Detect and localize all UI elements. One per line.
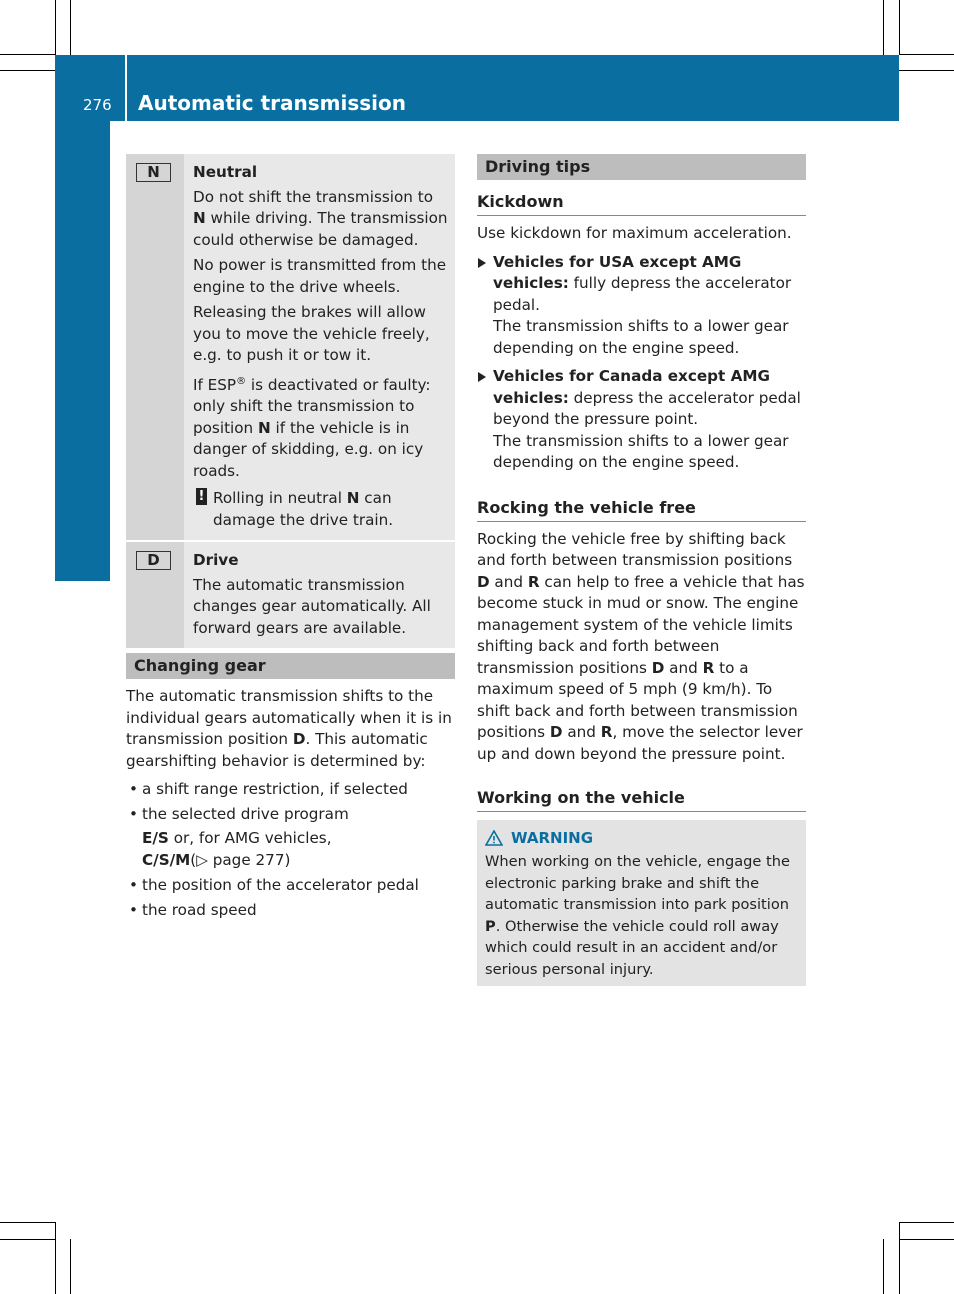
crop-mark [70,0,71,55]
crop-mark [70,1239,71,1294]
page-number: 276 [83,96,112,114]
crop-mark [899,1239,954,1240]
warning-text: When working on the vehicle, engage the electronic parking brake and shift the automatic transmission into park position P. Otherwise the vehicle could roll away which could result in an accident and/or serious personal injury. [485,853,790,978]
gear-description-cell [184,542,455,648]
instruction-step: Vehicles for USA except AMG vehicles: fully depress the accelerator pedal. The transmission shifts to a lower gear depending on the engine speed. [477,252,806,360]
list-subtext: C/S/M(▷ page 277) [142,850,291,869]
gear-key-cell [126,542,184,648]
list-item: • the road speed [129,900,257,919]
crop-mark [883,0,884,55]
chapter-label: Driving and parking [68,173,96,443]
crop-mark [899,1222,900,1294]
list-item: • a shift range restriction, if selected [129,780,408,798]
paragraph: Do not shift the transmission to N while driving. The transmission could otherwise be damaged. [193,187,448,249]
subsection-heading: Kickdown [477,192,806,216]
crop-mark [899,1222,954,1223]
header-divider [125,55,127,121]
exclamation-icon: ! [196,488,207,505]
bullet-list [126,779,455,921]
paragraph: No power is transmitted from the engine to the drive wheels. [193,256,447,296]
paragraph: The automatic transmission shifts to the individual gears automatically when it is in transmission position D. This automatic gearshifting behavior is determined by: [126,687,452,770]
subsection-heading: Rocking the vehicle free [477,498,806,522]
warning-heading: WARNING [485,829,798,847]
list-item: • the position of the accelerator pedal [129,876,419,894]
gear-title: Neutral [193,163,258,181]
section-heading: Changing gear [126,653,455,679]
driving-tips-section [477,154,806,986]
crop-mark [899,0,900,55]
table-row-neutral [126,154,455,542]
instruction-step: Vehicles for Canada except AMG vehicles: depress the accelerator pedal beyond the pressure point. The transmission shifts to a lower gear depending on the engine speed. [477,366,806,474]
crop-mark [0,70,55,71]
damage-note: ! Rolling in neutral N can damage the drive train. [193,488,448,531]
paragraph: Use kickdown for maximum acceleration. [477,224,792,242]
warning-triangle-icon [485,830,503,846]
page-reference-link[interactable]: (▷ page 277) [190,850,291,869]
page-header [55,55,899,121]
changing-gear-section [126,653,455,924]
paragraph: If ESP® is deactivated or faulty: only shift the transmission to position N if the vehicle is in danger of skidding, e.g. on icy roads. [193,375,431,480]
gear-position-table [126,154,455,648]
crop-mark [55,1222,56,1294]
arrow-icon [478,372,486,382]
crop-mark [55,0,56,55]
subsection-heading: Working on the vehicle [477,788,806,812]
paragraph: Rocking the vehicle free by shifting back and forth between transmission positions D and R can help to free a vehicle that has become stuck in mud or snow. The engine management system of the vehicle limits shifting back and forth between transmission positions D and R to a maximum speed of 5 mph (9 km/h). To shift back and forth between transmission positions D and R, move the selector lever up and down beyond the pressure point. [477,529,805,763]
paragraph: Releasing the brakes will allow you to move the vehicle freely, e.g. to push it or tow it. [193,303,430,364]
gear-key-cell [126,154,184,540]
crop-mark [899,54,954,55]
arrow-icon [478,258,486,268]
gear-description-cell [184,154,455,540]
crop-mark [899,70,954,71]
section-heading: Driving tips [477,154,806,180]
table-row-drive [126,542,455,648]
gear-title: Drive [193,551,239,570]
gear-n-symbol: N [136,163,171,182]
list-item: • the selected drive program [129,804,349,823]
crop-mark [0,54,55,55]
paragraph: The automatic transmission changes gear automatically. All forward gears are available. [193,575,431,637]
crop-mark [883,1239,884,1294]
list-subtext: E/S or, for AMG vehicles, [142,829,332,847]
crop-mark [0,1222,55,1223]
crop-mark [0,1239,55,1240]
page-title: Automatic transmission [138,91,406,115]
warning-box [477,820,806,986]
gear-d-symbol: D [136,551,171,570]
